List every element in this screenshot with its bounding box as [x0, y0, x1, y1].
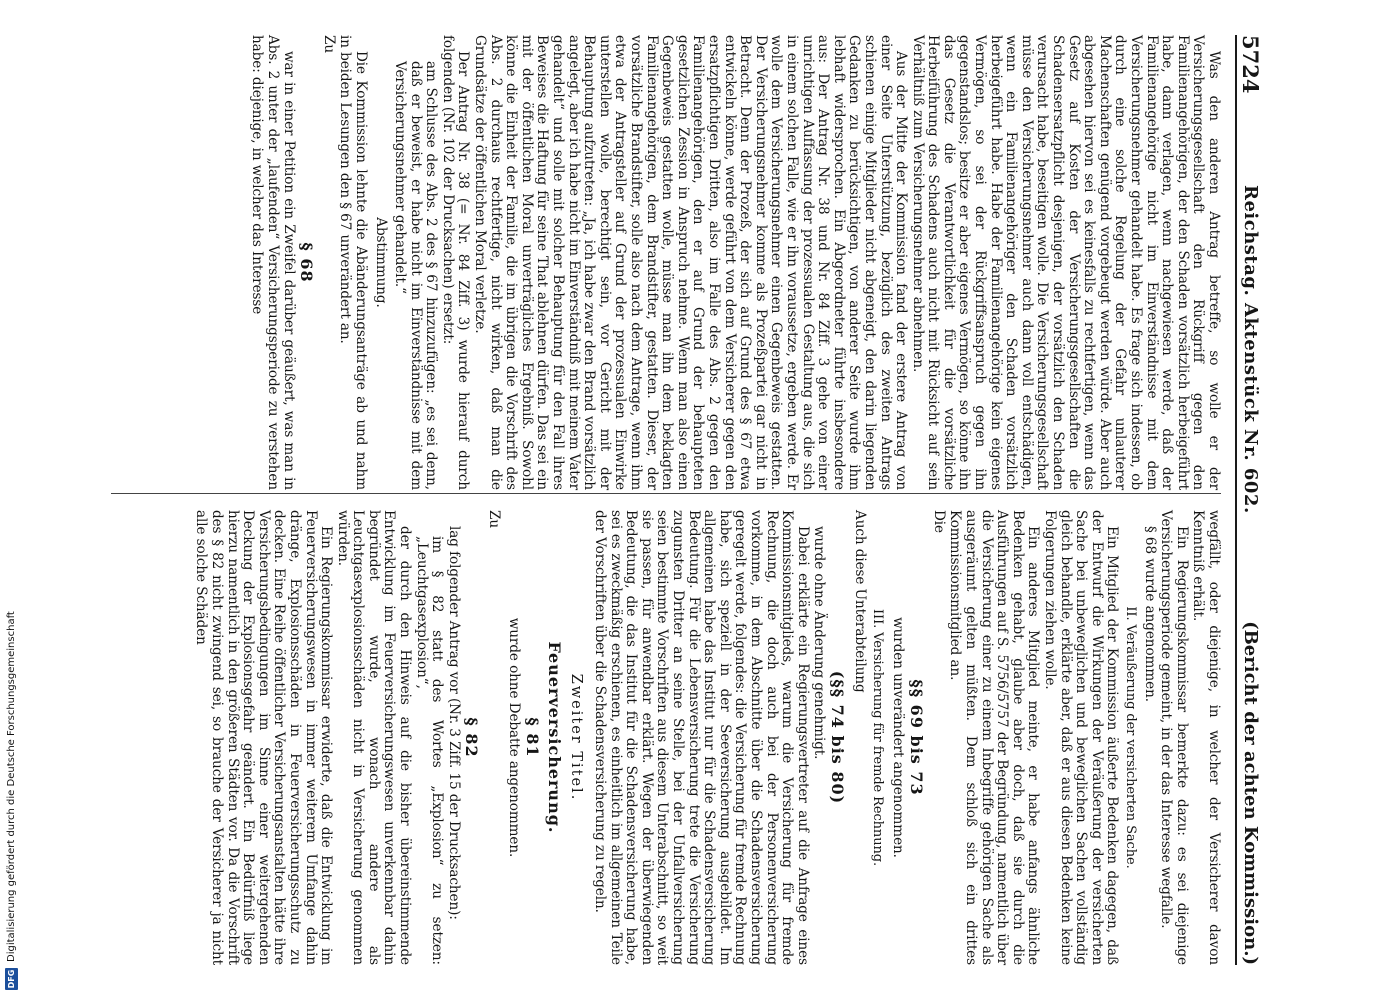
subsection-heading: III. Versicherung für fremde Rechnung. [870, 609, 886, 866]
paragraph: wurde ohne Änderung genehmigt. [811, 526, 828, 760]
paragraph: Die Kommission lehnte die Abänderungsanträge ab und nahm in beiden Lesungen den § 67 unverändert an. [337, 35, 369, 490]
paragraph: der durch den Hinweis auf die bisher übereinstimmende Entwicklung im Feuerversicherungswesen unverkennbar dahin begründet wurde, wonach andere als Leuchtgasexplosionsschäden nicht in Versicherung genommen würden. [334, 510, 414, 965]
paragraph: wegfällt, oder diejenige, in welcher der Versicherer davon Kenntniß erhält. [1190, 510, 1222, 965]
paragraph: Auch diese Unterabteilung [851, 510, 868, 693]
quoted-amendment: am Schlusse des Abs. 2 des § 67 hinzuzufügen: „es sei denn, daß er beweist, er habe nicht im Einverständnisse mit dem Versicherungsnehmer gehandelt.“ [392, 61, 440, 490]
report-title: (Bericht der achten Kommission.) [1240, 621, 1261, 965]
paragraph: Ein Regierungskommissar erwiderte, daß die Entwicklung im Feuerversicherungswesen in immer weiterem Umfange dahin dränge, Explosionsschäden in Feuerversicherungsschutz zu decken. Eine Reihe öffentlicher Versicherungsanstalten hätte ihre Versicherungsbedingungen im Sinne einer weitergehenden Deckung der Explosionsgefahr geändert. Ein Bedürfniß liege hierzu namentlich in den größeren Städten vor. Da die Vorschrift des § 82 nicht zwingend sei, so brauche der Versicherer ja nicht alle solche Schäden [193, 510, 335, 965]
section-heading: (§§ 74 bis 80) [827, 670, 847, 805]
section-heading: Feuerversicherung. [544, 641, 564, 834]
page-number: 5724 [1238, 35, 1263, 94]
column-divider [111, 493, 1221, 494]
paragraph: Dabei erklärte ein Regierungsvertreter auf die Anfrage eines Kommissionsmitglieds, warum die Versicherung für fremde Rechnung, die doch auch bei der Personenversicherung vorkomme, in dem Abschnitte über die Schadensversicherung geregelt werde, folgendes: die Versicherung für fremde Rechnung habe, sich speziell in der Seeversicherung ausgebildet. Im allgemeinen habe das Institut nur für die Schadensversicherung Bedeutung. Für die Lebensversicherung trete die Versicherung zugunsten Dritter an seine Stelle, bei der Unfallversicherung seien bestimmte Vorschriften aus diesem Unterabschnitt, so weit sie passen, für anwendbar erklärt. Wegen der überwiegenden Bedeutung, die das Institut für die Schadensversicherung habe, sei es zweckmäßig erschienen, es einheitlich im allgemeinen Teile der Vorschriften über die Schadensversicherung zu regeln. [592, 510, 811, 965]
dfg-logo: DFG [6, 969, 16, 989]
right-column [192, 510, 1221, 965]
header-rule [1235, 35, 1237, 965]
section-heading: § 82 [462, 717, 482, 758]
paragraph: Was den anderen Antrag betreffe, so wolle er der Versicherungsgesellschaft den Rückgriff gegen den Familienangehörigen, der den Schaden vorsätzlich herbeigeführt habe, dann verlagen, wenn nachgewiesen werde, daß der Familienangehörige nicht im Einverständnisse mit dem Versicherungsnehmer gehandelt habe. Es frage sich indessen, ob durch eine solche Regelung der Gefahr unlauterer Machenschaften genügend vorgebeugt werden würde. Aber auch abgesehen hiervon sei es keinesfalls zu rechtfertigen, wenn das Gesetz auf Kosten der Versicherungsgesellschaften die Schadensersatzpflicht desjenigen, der vorsätzlich den Schaden verursacht habe, beseitigen wolle. Die Versicherungsgesellschaft müsse den Versicherungsnehmer auch dann voll entschädigen, wenn ein Familienangehöriger den Schaden vorsätzlich herbeigeführt habe. Habe der Familienangehörige kein eigenes Vermögen, so sei der Rückgriffsanspruch gegen ihn gegenstandslos; besitze er aber eigenes Vermögen, so könne ihn das Gesetz die Verantwortlichkeit für die vorsätzliche Herbeiführung des Schadens auch nicht mit Rücksicht auf sein Verhältniß zum Versicherungsnehmer abnehmen. [909, 35, 1222, 490]
section-heading: §§ 69 bis 73 [907, 679, 927, 796]
rotated-page [83, 0, 1283, 1000]
paragraph: Ein anderes Mitglied meinte, er habe anfangs ähnliche Bedenken gehabt, glaube aber doch, daß sie durch die Ausführungen auf S. 5756/5757 der Begründung, namentlich über die Versicherung einer zu einem Inbegriffe gehörigen Sache als ausgeräumt gelten müßten. Dem schloß sich ein drittes Kommissionsmitglied an. [947, 510, 1042, 965]
paragraph: lag folgender Antrag vor (Nr. 3 Ziff. 15 der Drucksachen): [445, 526, 462, 920]
section-heading: § 68 [297, 242, 317, 283]
running-title: Reichstag. Aktenstück Nr. 602. [1240, 185, 1261, 514]
digitization-credit [0, 0, 22, 1000]
paragraph: Der Antrag Nr. 38 (= Nr. 84 Ziff. 3) wurde hierauf durch folgenden (Nr. 102 der Drucksachen) ersetzt: [439, 35, 472, 490]
left-column [248, 35, 1221, 490]
centered-line: wurde ohne Debatte angenommen. [505, 617, 522, 858]
paragraph: Ein Mitglied der Kommission äußerte Bedenken dagegen, daß der Entwurf die Wirkungen der Veräußerung der versicherten Sache bei unbeweglichen und beweglichen Sachen vollständig gleich behandle, erklärte aber, daß er aus diesen Bedenken keine Folgerungen ziehen wolle. [1042, 510, 1121, 965]
paragraph: war in einer Petition ein Zweifel darüber geäußert, was man in Abs. 2 unter der „laufenden“ Versicherungsperiode zu verstehen habe: diejenige, in welcher das Interesse [249, 35, 297, 490]
paragraph: Aus der Mitte der Kommission fand der erstere Antrag von einer Seite Unterstützung, bezüglich des zweiten Antrags schienen einige Mitglieder nicht abgeneigt, den darin liegenden Gedanken zu berücksichtigen, von anderer Seite wurde ihm lebhaft widersprochen. Ein Abgeordneter führte insbesondere aus: Der Antrag Nr. 38 und Nr. 84 Ziff. 3 gehe von einer unrichtigen Auffassung der prozessualen Gestaltung aus, die sich in einem solchen Falle, wie er ihn voraussetze, ergeben werde. Er wolle dem Versicherungsnehmer einen Gegenbeweis gestatten. Der Versicherungsnehmer komme als Prozeßpartei gar nicht in Betracht. Denn der Prozeß, der sich auf Grund des § 67 etwa entwickeln könne, werde geführt von dem Versicherer gegen den ersatzpflichtigen Dritten, also im Falle des Abs. 2 gegen den Familienangehörigen, den er auf Grund der behaupteten gesetzlichen Zession in Anspruch nehme. Wenn man also einen Gegenbeweis gestatten wolle, müsse man ihn dem beklagten Familienangehörigen, dem Brandstifter, gestatten. Dieser, der vorsätzliche Brandstifter, solle also nach dem Antrage, wenn ihm etwa der Antragsteller auf Grund der prozessualen Einwirke unterstellen wolle, berechtigt sein, vor Gericht mit der Behauptung aufzutreten: „Ja, ich habe zwar den Brand vorsätzlich angelegt, aber ich habe nicht im Einverständniß mit meinem Vater gehandelt“ und solle mit solcher Behauptung für den Fall ihres Beweises die Haftung für seine That ablehnen dürfen. Das sei ein mit der öffentlichen Moral unverträgliches Ergebniß. Sowohl könne die Einheit der Familie, die im übrigen die Vorschrift des Abs. 2 durchaus rechtfertige, nicht wirken, daß man die Grundsätze der öffentlichen Moral verletze. [472, 35, 910, 490]
centered-line: Abstimmung. [372, 217, 389, 308]
subsection-heading: II. Veräußerung der versicherten Sache. [1123, 606, 1139, 869]
centered-line: wurden unverändert angenommen. [889, 617, 906, 858]
paragraph: Die [930, 510, 947, 533]
credit-text: Digitalisierung gefördert durch die Deutsche Forschungsgemeinschaft [5, 611, 17, 962]
title-heading: Zweiter Titel. [568, 673, 585, 802]
paragraph: Zu [486, 510, 503, 529]
section-heading: § 81 [523, 717, 543, 758]
paragraph: § 68 wurde angenommen. [1141, 526, 1158, 702]
quoted-amendment: im § 82 statt des Wortes „Explosion“ zu setzen: „Leuchtgasexplosion“, [413, 536, 446, 965]
paragraph: Ein Regierungskommissar bemerkte dazu: es sei diejenige Versicherungsperiode gemeint, in der das Interesse wegfalle. [1158, 510, 1190, 965]
page-header [1233, 35, 1263, 965]
paragraph: Zu [320, 35, 337, 54]
